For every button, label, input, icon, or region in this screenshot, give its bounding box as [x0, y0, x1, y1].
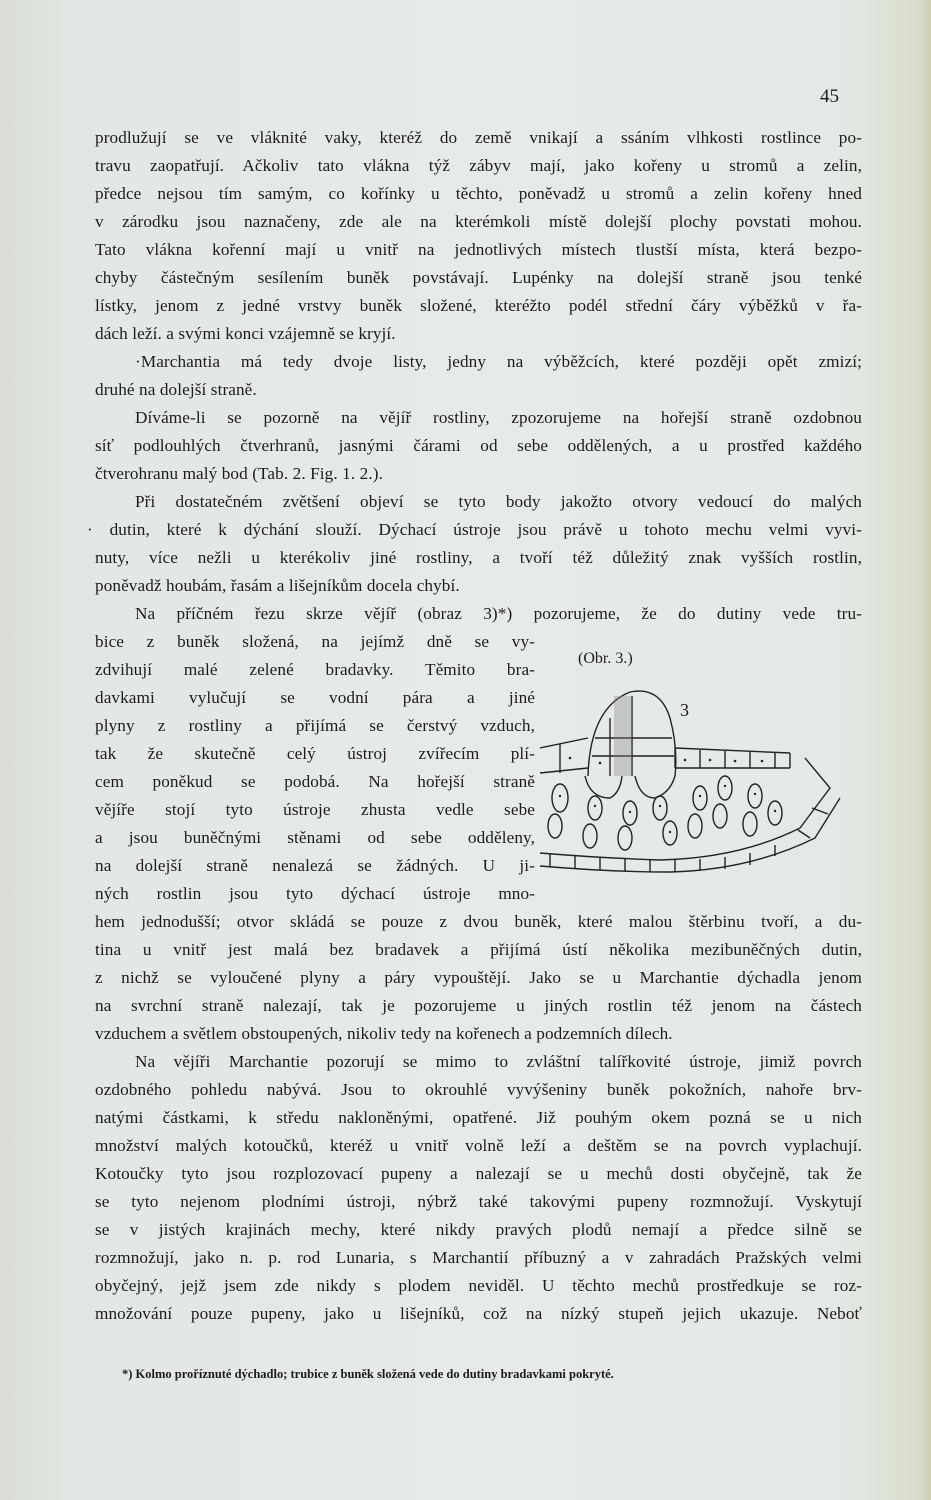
- text-line: ných rostlin jsou tyto dýchací ústroje mno-: [95, 884, 535, 903]
- text-line: vějíře stojí tyto ústroje zhusta vedle sebe: [95, 800, 535, 819]
- text-line: a jsou buněčnými stěnami od sebe odděleny,: [95, 828, 535, 847]
- text-line: travu zaopatřují. Ačkoliv tato vlákna týž zábyv mají, jako kořeny u stromů a zelin,: [95, 156, 862, 175]
- text-line: množství malých kotoučků, kteréž u vnitř volně leží a deštěm se na povrch vyplachují.: [95, 1136, 862, 1155]
- text-line: dách leží. a svými konci vzájemně se kryjí.: [95, 324, 396, 343]
- text-line: prodlužují se ve vláknité vaky, kteréž do země vnikají a ssáním vlhkosti rostlince po-: [95, 128, 862, 147]
- text-line: Při dostatečném zvětšení objeví se tyto body jakožto otvory vedoucí do malých: [135, 492, 862, 511]
- text-line: předce nejsou tím samým, co kořínky u těchto, poněvadž u stromů a zelin kořeny hned: [95, 184, 862, 203]
- text-line: se tyto nejenom plodními ústroji, nýbrž také takovými pupeny rozmnožují. Vyskytují: [95, 1192, 862, 1211]
- text-line: Kotoučky tyto jsou rozplozovací pupeny a nalezají se u mechů dosti obyčejně, tak že: [95, 1164, 862, 1183]
- text-line: obyčejný, jejž jsem zde nikdy s plodem neviděl. U těchto mechů prostředkuje se roz-: [95, 1276, 862, 1295]
- figure-caption: (Obr. 3.): [578, 650, 633, 667]
- text-line: lístky, jenom z jedné vrstvy buněk složené, kteréžto podél střední čáry výběžků v řa-: [95, 296, 862, 315]
- text-line: cem poněkud se podobá. Na hořejší straně: [95, 772, 535, 791]
- footnote: *) Kolmo proříznuté dýchadlo; trubice z buněk složená vede do dutiny bradavkami pokryté.: [122, 1367, 614, 1381]
- text-line: se v jistých krajinách mechy, které nikdy pravých plodů nemají a předce silně se: [95, 1220, 862, 1239]
- text-line: tak že skutečně celý ústroj zvířecím plí-: [95, 744, 535, 763]
- page-edge: [917, 0, 931, 1500]
- text-line: chyby částečným sesílením buněk povstávají. Lupénky na dolejší straně jsou tenké: [95, 268, 862, 287]
- text-line: na dolejší straně nenalezá se žádných. U ji-: [95, 856, 535, 875]
- text-line: Díváme-li se pozorně na vějíř rostliny, zpozorujeme na hořejší straně ozdobnou: [135, 408, 862, 427]
- text-line: vzduchem a světlem obstoupených, nikoliv tedy na kořenech a podzemních dílech.: [95, 1024, 673, 1043]
- text-line: z nichž se vyloučené plyny a páry vypouštějí. Jako se u Marchantie dýchadla jenom: [95, 968, 862, 987]
- text-line: množování pouze pupeny, jako u lišejníků, což na nízký stupeň jejich ukazuje. Neboť: [95, 1304, 862, 1323]
- figure-illustration-cross-section: [540, 648, 850, 873]
- text-line: Na vějíři Marchantie pozorují se mimo to zvláštní talířkovité ústroje, jimiž povrch: [135, 1052, 862, 1071]
- text-line: poněvadž houbám, řasám a lišejníkům docela chybí.: [95, 576, 460, 595]
- text-line: čtverohranu malý bod (Tab. 2. Fig. 1. 2.).: [95, 464, 383, 483]
- text-line: Na příčném řezu skrze vějíř (obraz 3)*) pozorujeme, že do dutiny vede tru-: [135, 604, 862, 623]
- text-line: tina u vnitř jest malá bez bradavek a přijímá ústí několika mezibuněčných dutin,: [95, 940, 862, 959]
- text-line: druhé na dolejší straně.: [95, 380, 257, 399]
- text-line: plyny z rostliny a přijímá se čerstvý vzduch,: [95, 716, 535, 735]
- text-line: rozmnožují, jako n. p. rod Lunaria, s Marchantií příbuzný a v zahradách Pražských velmi: [95, 1248, 862, 1267]
- text-line: bice z buněk složená, na jejímž dně se vy-: [95, 632, 535, 651]
- text-line: ·Marchantia má tedy dvoje listy, jedny na výběžcích, které později opět zmizí;: [135, 352, 862, 371]
- text-line: natými částkami, k středu nakloněnými, opatřené. Již pouhým okem pozná se u nich: [95, 1108, 862, 1127]
- text-line: nuty, více nežli u kterékoliv jiné rostliny, a tvoří též důležitý znak vyšších rostlin,: [95, 548, 862, 567]
- text-line: na svrchní straně nalezají, tak je pozorujeme u jiných rostlin též jenom na částech: [95, 996, 862, 1015]
- text-line: v zárodku jsou naznačeny, zde ale na kterémkoli místě dolejší plochy povstati mohou.: [95, 212, 862, 231]
- text-line: hem jednodušší; otvor skládá se pouze z dvou buněk, které malou štěrbinu tvoří, a du-: [95, 912, 862, 931]
- text-line: davkami vylučují se vodní pára a jiné: [95, 688, 535, 707]
- text-line: Tato vlákna kořenní mají u vnitř na jednotlivých místech tlustší místa, která bezpo-: [95, 240, 862, 259]
- figure-label: 3: [680, 700, 689, 720]
- text-line: · dutin, které k dýchání slouží. Dýchací ústroje jsou právě u tohoto mechu velmi vyvi-: [87, 520, 862, 539]
- text-line: síť podlouhlých čtverhranů, jasnými čárami od sebe oddělených, a u prostřed každého: [95, 436, 862, 455]
- text-line: ozdobného pohledu nabývá. Jsou to okrouhlé vyvýšeniny buněk pokožních, nahoře brv-: [95, 1080, 862, 1099]
- page-number: 45: [820, 86, 839, 107]
- text-line: zdvihují malé zelené bradavky. Těmito bra-: [95, 660, 535, 679]
